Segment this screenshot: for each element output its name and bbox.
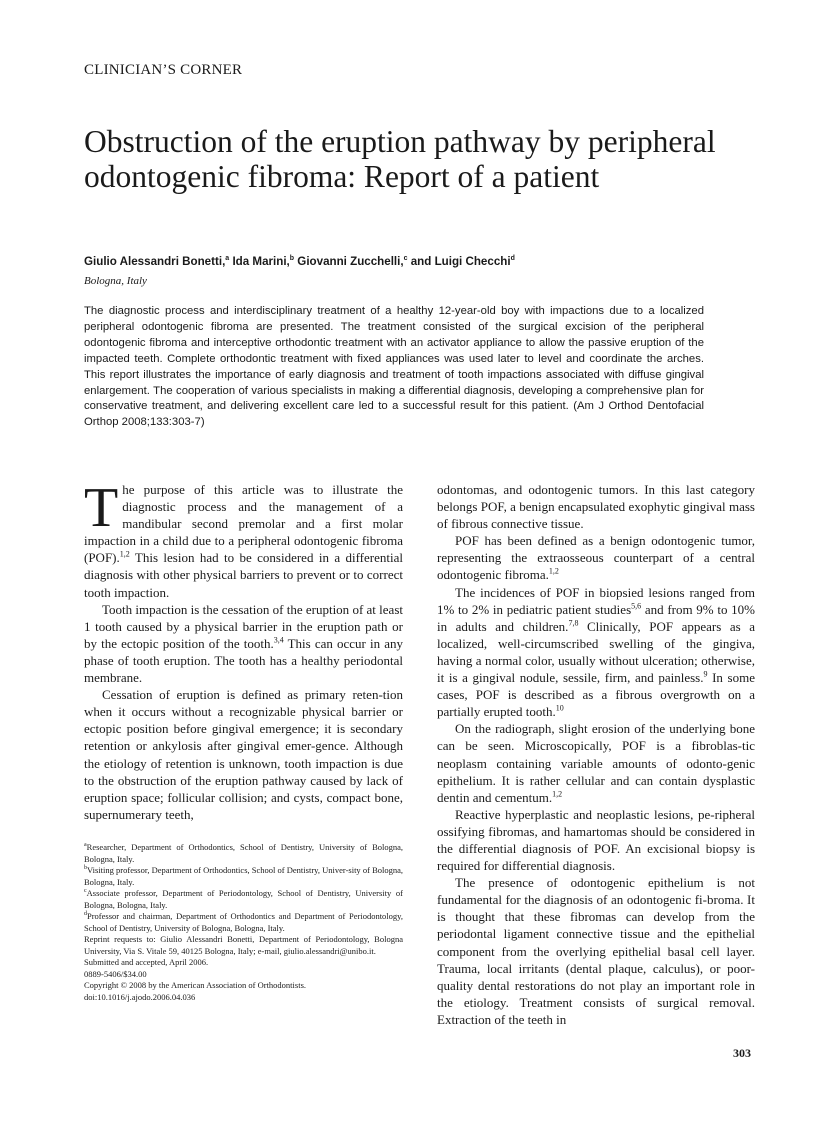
citation-ref[interactable]: 9: [703, 669, 708, 679]
paragraph-text: Tooth impaction is the cessation of the eruption of at least 1 tooth caused by a physical barrier in the eruption path or by the ectopic position of the tooth.: [84, 601, 403, 651]
footnotes: [84, 842, 403, 1003]
author-affiliation-mark: b: [289, 255, 295, 263]
body-paragraph: Reactive hyperplastic and neoplastic lesions, pe-ripheral ossifying fibromas, and hamartomas should be considered in the differential diagnosis of POF. An excisional biopsy is required for differential diagnosis.: [437, 806, 755, 874]
footnote: [84, 865, 403, 888]
body-paragraph: odontomas, and odontogenic tumors. In this last category belongs POF, a benign encapsulated exophytic gingival mass of fibrous connective tissue.: [437, 482, 755, 532]
author-name: and Luigi Checchi: [410, 255, 511, 268]
abstract: The diagnostic process and interdisciplinary treatment of a healthy 12-year-old boy with impactions due to a localized peripheral odontogenic fibroma are presented. The treatment consisted of the surgical excision of the peripheral odontogenic fibroma and interceptive orthodontic treatment with an activator appliance to allow the passive eruption of the impacted teeth. Complete orthodontic treatment with fixed appliances was used later to level and coordinate the arches. This report illustrates the importance of early diagnosis and treatment of tooth impactions associated with diffuse gingival enlargement. The cooperation of various specialists in making a differential diagnosis, developing a comprehensive plan for conservative treatment, and delivering excellent care led to a successful result for this patient. (Am J Orthod Dentofacial Orthop 2008;133:303-7): [84, 305, 704, 429]
doi[interactable]: doi:10.1016/j.ajodo.2006.04.036: [84, 991, 196, 1002]
body-column-right: [437, 481, 755, 1028]
reprint-end: .: [373, 945, 376, 956]
author-affiliation-mark: d: [510, 255, 515, 263]
body-paragraph: The presence of odontogenic epithelium is not fundamental for the diagnosis of an odontogenic fi-broma. It is thought that these fibromas can develop from the periodontal ligament connective tissue and the epithelial component from the overlying epithelial basal cell layer. Trauma, local irritants (dental plaque, calculus), or poor-quality dental restorations do not play an important role in the etiology. Treatment consists of surgical removal. Extraction of the teeth in: [437, 875, 755, 1027]
footnote-mark: b: [84, 865, 87, 872]
body-paragraph: [84, 601, 403, 686]
author-affiliation-mark: a: [225, 255, 230, 263]
paragraph-text: The incidences of POF in biopsied lesions ranged from 1% to 2% in pediatric patient studies: [437, 584, 755, 617]
citation-ref[interactable]: 1,2: [119, 550, 130, 560]
footnote-mark: a: [84, 842, 87, 849]
paragraph-text: This can occur in any phase of tooth eruption. The tooth has a healthy periodontal membrane.: [84, 635, 404, 686]
paragraph-text: POF has been defined as a benign odontogenic tumor, representing the extraosseous counterpart of a central odontogenic fibroma.: [437, 533, 755, 583]
footnote: [84, 842, 403, 865]
footnote-mark: c: [84, 888, 87, 895]
citation-ref[interactable]: 10: [555, 703, 564, 713]
body-column-left: [84, 477, 404, 823]
citation-ref[interactable]: 1,2: [552, 789, 563, 799]
footnote: [84, 888, 403, 911]
paragraph-text: and from 9% to 10% in adults and children.: [437, 601, 756, 634]
footnote-text: Associate professor, Department of Periodontology, School of Dentistry, University of Bologna, Bologna, Italy.: [84, 888, 403, 910]
footnote-text: Researcher, Department of Orthodontics, School of Dentistry, University of Bologna, Bologna, Italy.: [84, 842, 403, 864]
citation-ref[interactable]: 7,8: [568, 618, 579, 628]
footnote-text: Visiting professor, Department of Orthodontics, School of Dentistry, Univer-sity of Bologna, Bologna, Italy.: [84, 865, 403, 887]
author-affiliation-mark: c: [403, 255, 408, 263]
body-paragraph: [84, 477, 403, 601]
footnote: [84, 911, 403, 934]
author-name: Ida Marini,: [232, 255, 290, 268]
paragraph-text: he purpose of this article was to illustrate the diagnostic process and the management of a mandibular second premolar and a first molar impaction in a child due to a peripheral odontogenic fibroma (POF).: [84, 482, 403, 566]
citation-ref[interactable]: 3,4: [273, 635, 284, 645]
copyright: Copyright © 2008 by the American Association of Orthodontists.: [84, 980, 307, 990]
body-paragraph: [437, 532, 755, 583]
author-list: [84, 255, 515, 268]
submitted-note: Submitted and accepted, April 2006.: [84, 957, 209, 967]
body-paragraph: [437, 584, 755, 721]
page-number: 303: [733, 1046, 751, 1060]
paragraph-text: In some cases, POF is described as a fibrous overgrowth on a partially erupted tooth.: [437, 670, 755, 720]
footnote-text: Professor and chairman, Department of Orthodontics and Department of Periodontology, School of Dentistry, University of Bologna, Bologna, Italy.: [84, 911, 403, 933]
reprint-label: Reprint requests to:: [84, 934, 156, 944]
affiliation: Bologna, Italy: [84, 275, 147, 287]
paragraph-text: This lesion had to be considered in a differential diagnosis with other physical barriers to prevent or to correct tooth impaction.: [84, 550, 403, 600]
footnote-mark: d: [84, 911, 87, 918]
reprint-text: Giulio Alessandri Bonetti, Department of Periodontology, Bologna University, Via S. Vitale 59, 40125 Bologna, Italy; e-mail,: [84, 934, 403, 956]
author-name: Giovanni Zucchelli,: [297, 255, 404, 268]
article-title: Obstruction of the eruption pathway by peripheral odontogenic fibroma: Report of a patient: [84, 124, 716, 194]
body-paragraph: [437, 720, 755, 805]
issn: 0889-5406/$34.00: [84, 968, 147, 979]
section-heading: CLINICIAN’S CORNER: [84, 62, 243, 78]
email-link[interactable]: giulio.alessandri@unibo.it: [283, 945, 374, 956]
citation-ref[interactable]: 5,6: [631, 601, 642, 611]
paragraph-text: Clinically, POF appears as a localized, well-circumscribed swelling of the gingiva, having a normal color, usually without ulceration; otherwise, it is a gingival nodule, sessile, firm, and painless.: [437, 618, 756, 686]
author-name: Giulio Alessandri Bonetti,: [84, 255, 226, 268]
citation-ref[interactable]: 1,2: [548, 567, 559, 577]
body-paragraph: Cessation of eruption is defined as primary reten-tion when it occurs without a recognizable physical barrier or ectopic position before gingival emergence; it is secondary retention or ankylosis after gingival emer-gence. Although the etiology of retention is unknown, tooth impaction is due to the obstruction of the eruption pathway caused by lack of eruption space; follicular collision; and cysts, compact bone, supernumerary teeth,: [84, 687, 403, 822]
drop-cap: T: [84, 477, 119, 539]
paragraph-text: On the radiograph, slight erosion of the underlying bone can be seen. Microscopically, POF is a fibroblas-tic neoplasm containing variable amounts of odonto-genic epithelium. It is rather cellular and can contain dysplastic dentin and cementum.: [437, 721, 755, 805]
reprint-requests: [84, 934, 403, 957]
